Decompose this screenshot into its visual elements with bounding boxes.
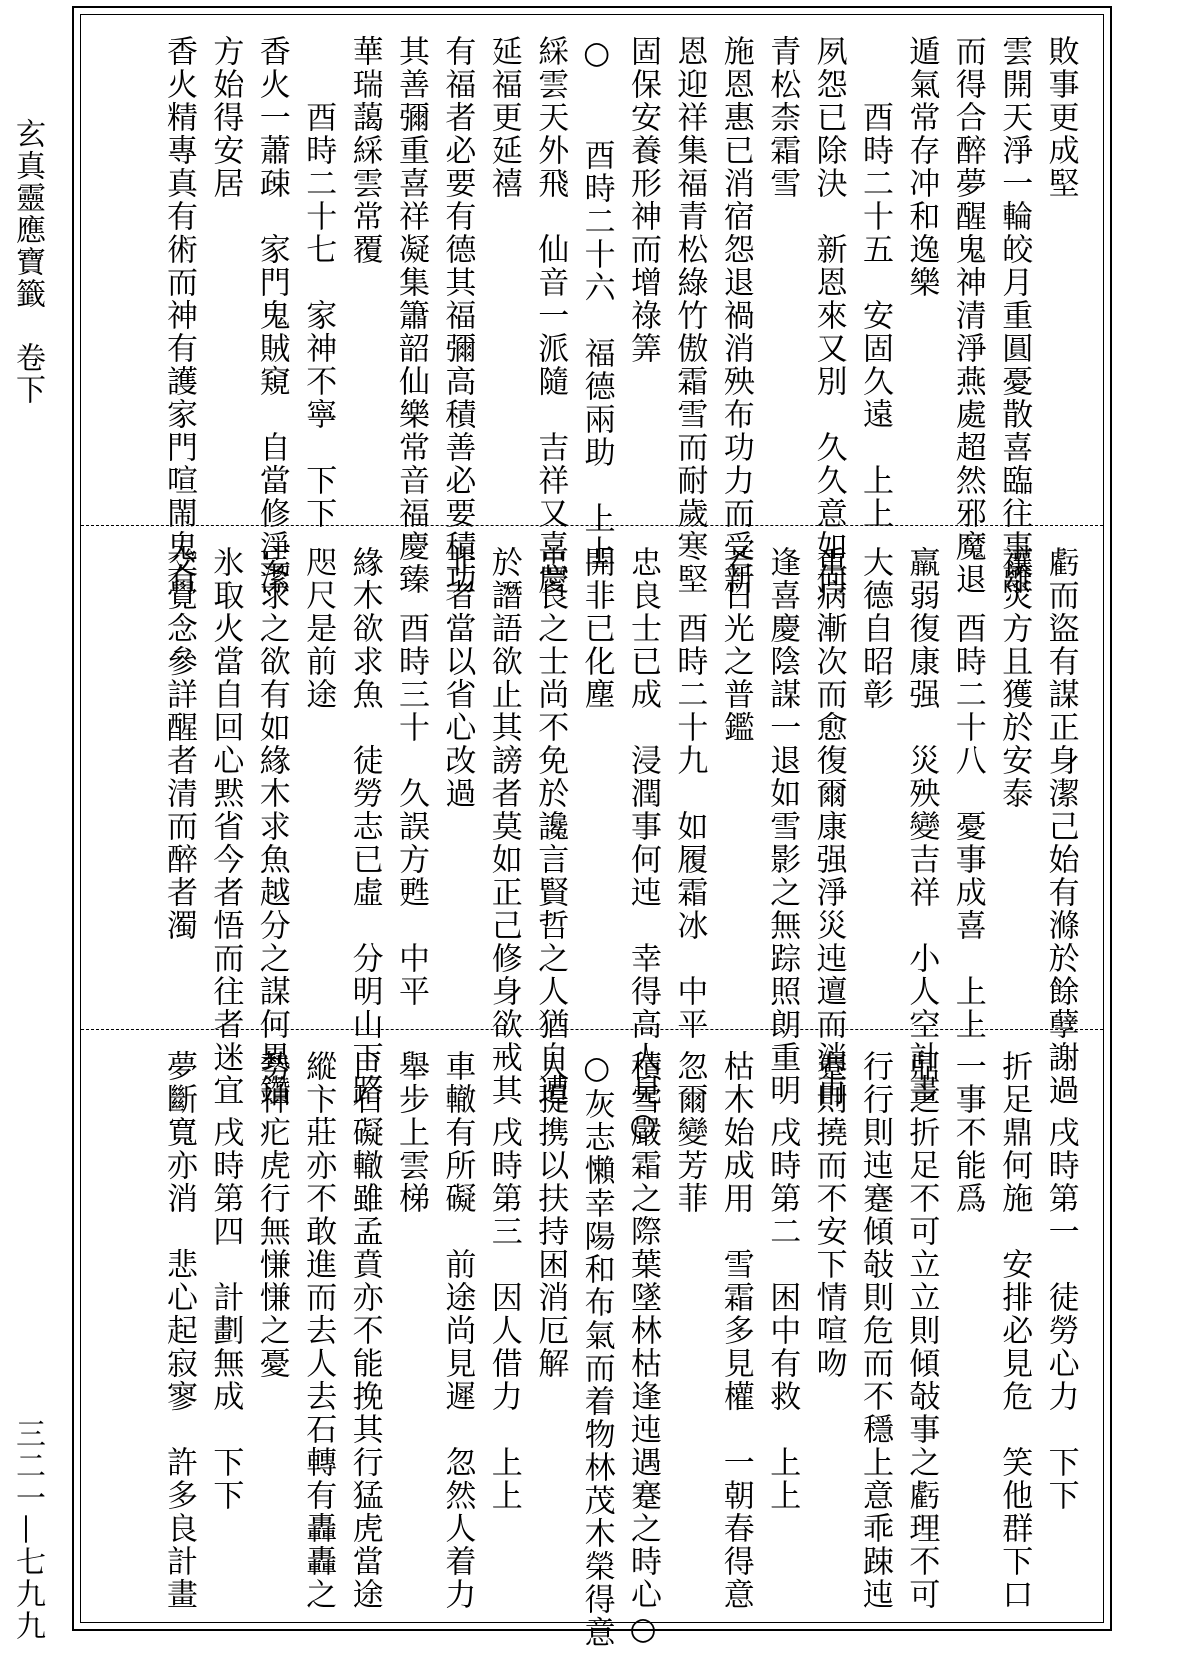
text-column: 大德自昭彰 bbox=[857, 546, 893, 711]
page-frame-inner bbox=[80, 14, 1104, 1649]
text-column: 遁氣常存冲和逸樂 bbox=[903, 35, 940, 299]
page-number-margin: 三二一—七九九 bbox=[10, 1418, 45, 1642]
text-column: ○ 酉時二十六 福德兩助 上上 bbox=[578, 35, 615, 568]
text-column: ○灰志懶幸陽和布氣而着物林茂木榮得意 bbox=[578, 1050, 615, 1649]
text-column: 有福者必要有德其福彌高積善必要積功 bbox=[439, 35, 476, 596]
text-column: 禳災方且獲於安泰 bbox=[996, 546, 1033, 810]
text-column: 勢神疕虎行無慊慊之憂 bbox=[253, 1050, 290, 1380]
text-column: 酉時二十七 家神不寧 下下 bbox=[300, 35, 337, 530]
text-section-top bbox=[81, 15, 1103, 596]
text-column: 夢斷寬亦消 悲心起寂寥 許多良計畫 bbox=[161, 1050, 197, 1611]
text-column: 一事不能爲 bbox=[949, 1050, 986, 1215]
text-column: 延福更延禧 bbox=[485, 35, 522, 200]
text-column: 重病漸次而愈復爾康强淨災迍邅而消再 bbox=[810, 546, 847, 1107]
text-column: 枯木始成用 雪霜多見權 一朝春得意 bbox=[717, 1050, 754, 1611]
text-column: 固保安養形神而增祿筭 bbox=[625, 35, 661, 365]
text-column: 華瑞藹綵雲常覆 bbox=[346, 35, 383, 266]
text-column: 夙怨已除決 新恩來又別 久久意如何 bbox=[810, 35, 847, 596]
text-column: 舉步上雲梯 bbox=[393, 1050, 429, 1215]
page-frame bbox=[72, 6, 1112, 1649]
text-column: 恩迎祥集福青松綠竹傲霜雪而耐歲寒堅 bbox=[671, 35, 708, 596]
text-column: 妄求之欲有如緣木求魚越分之謀何異鑽 bbox=[253, 546, 290, 1107]
text-column: 雲開天淨一輪皎月重圓憂散喜臨往事離 bbox=[996, 35, 1033, 596]
text-column: 積雪嚴霜之際葉墜林枯逢迍遇蹇之時心○ bbox=[625, 1050, 661, 1649]
text-column: 若日光之普鑑 bbox=[717, 546, 754, 744]
text-column: 香火精專真有術而神有護家門喧閙鬼有 bbox=[161, 35, 197, 596]
text-column: 行行則迍蹇傾敧則危而不穩上意乖踈迍 bbox=[857, 1050, 893, 1611]
text-column: 青松柰霜雪 bbox=[764, 35, 801, 200]
text-column: 戌時第三 因人借力 上上 bbox=[485, 1050, 522, 1512]
text-column: 忠良士已成 浸潤事何迍 幸得高人見○ bbox=[625, 546, 661, 1145]
text-column: 酉時二十九 如履霜冰 中平 bbox=[671, 546, 708, 1041]
text-column: 車轍有所礙 前途尚見遲 忽然人着力 bbox=[439, 1050, 476, 1611]
text-column: 人提携以扶持困消厄解 bbox=[532, 1050, 569, 1380]
text-column: 酉時二十五 安固久遠 上上 bbox=[857, 35, 893, 530]
text-column: 酉時三十 久誤方甦 中平 bbox=[393, 546, 429, 1008]
book-title-margin: 玄真靈應寶籤 卷下 bbox=[10, 118, 45, 406]
text-column: 忠良之士尚不免於讒言賢哲之人猶自遭 bbox=[532, 546, 569, 1107]
text-column: 戌時第二 困中有救 上上 bbox=[764, 1050, 801, 1512]
text-column: 氷取火當自回心黙省今者悟而往者迷宜 bbox=[207, 546, 244, 1107]
text-column: 逢喜慶陰謀一退如雪影之無踪照朗重明 bbox=[764, 546, 801, 1107]
text-column: 非者當以省心改過 bbox=[439, 546, 476, 810]
text-column: 香火一蕭疎 家門鬼賊窺 自當修淨潔 bbox=[253, 35, 290, 596]
text-column: 綵雲天外飛 仙音一派隨 吉祥又喜慶 bbox=[532, 35, 569, 596]
text-column: 而得合醉夢醒鬼神清淨燕處超然邪魔退 bbox=[949, 35, 986, 596]
text-section-bottom bbox=[81, 1030, 1103, 1649]
text-column: 咫尺是前途 bbox=[300, 546, 337, 711]
text-column: 蹇則撓而不安下情喧吻 bbox=[810, 1050, 847, 1380]
text-column: 虧而盜有謀正身潔己始有滌於餘孽謝過 bbox=[1042, 546, 1079, 1107]
text-column: 敗事更成堅 bbox=[1042, 35, 1079, 200]
text-column: 交覺念參詳醒者清而醉者濁 bbox=[161, 546, 197, 942]
text-column: 鼎之折足不可立立則傾敧事之虧理不可 bbox=[903, 1050, 940, 1611]
text-column: 忽爾變芳菲 bbox=[671, 1050, 708, 1215]
text-column: 巨石礙轍雖孟賁亦不能挽其行猛虎當途 bbox=[346, 1050, 383, 1611]
text-column: 戌時第一 徒勞心力 下下 bbox=[1042, 1050, 1079, 1512]
text-column: 於譖語欲止其謗者莫如正己修身欲戒其 bbox=[485, 546, 522, 1107]
text-column: 折足鼎何施 安排必見危 笑他群下口 bbox=[996, 1050, 1033, 1611]
text-column: 戌時第四 計劃無成 下下 bbox=[207, 1050, 244, 1512]
text-column: 縱卞莊亦不敢進而去人去石轉有轟轟之 bbox=[300, 1050, 337, 1611]
text-column: 開非已化塵 bbox=[578, 546, 615, 711]
text-column: 酉時二十八 憂事成喜 上上 bbox=[949, 546, 986, 1041]
text-column: 羸弱復康强 災殃變吉祥 小人空計畫 bbox=[903, 546, 940, 1107]
text-column: 其善彌重喜祥凝集簫韶仙樂常音福慶臻 bbox=[393, 35, 429, 596]
text-column: 方始得安居 bbox=[207, 35, 244, 200]
text-column: 施恩惠已消宿怨退禍消殃布功力而受新 bbox=[717, 35, 754, 596]
text-column: 緣木欲求魚 徒勞志已虛 分明山下路 bbox=[346, 546, 383, 1107]
